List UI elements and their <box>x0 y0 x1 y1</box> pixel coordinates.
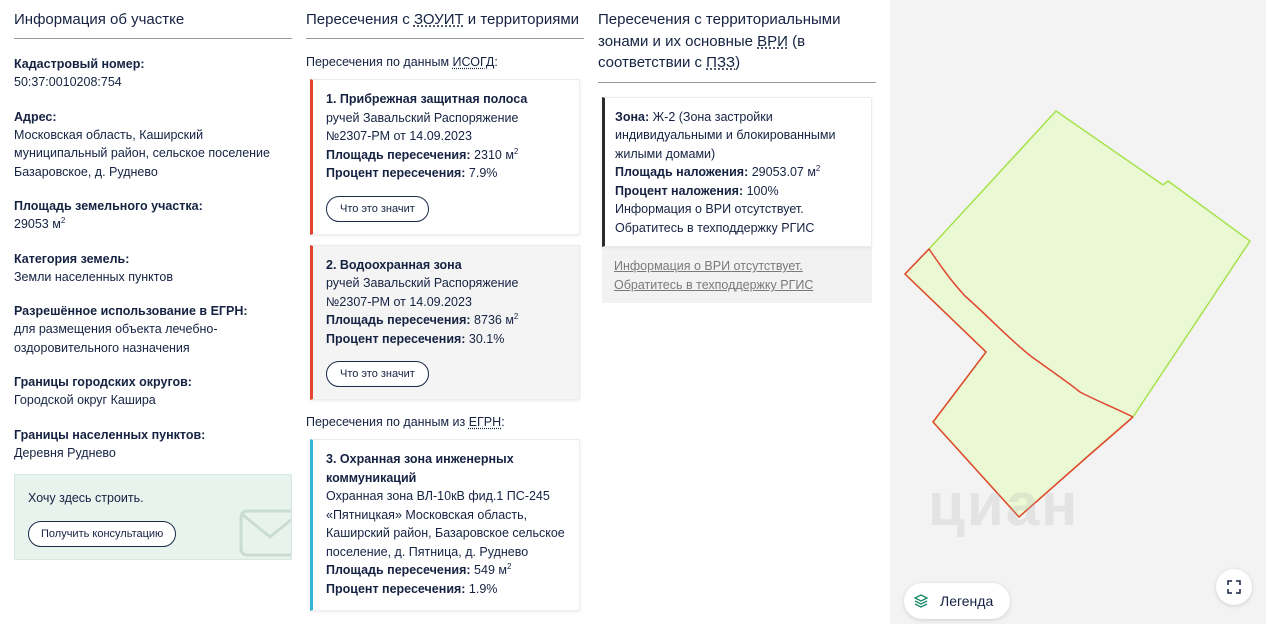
zone-name <box>615 108 859 164</box>
category-value: Земли населенных пунктов <box>14 269 173 284</box>
card-percent <box>326 330 567 349</box>
zone-area-value: 29053.07 м <box>748 165 816 179</box>
card-percent <box>326 164 567 183</box>
area-unit-sup: 2 <box>60 215 66 225</box>
city-district-value: Городской округ Кашира <box>14 393 156 407</box>
vri-support-link[interactable]: Информация о ВРИ отсутствует. Обратитесь в техподдержку РГИС <box>614 259 814 292</box>
intersection-card <box>310 245 580 401</box>
zone-area-label: Площадь наложения: <box>615 165 749 179</box>
expand-icon <box>1227 580 1241 594</box>
category-field <box>14 250 292 287</box>
card-percent-label: Процент пересечения: <box>326 581 466 596</box>
settlement-value: Деревня Руднево <box>14 445 116 460</box>
permitted-use-field <box>14 302 292 357</box>
right-edge-strip <box>1266 0 1280 624</box>
card-percent-value: 1.9% <box>465 581 498 596</box>
settlement-field <box>14 426 292 463</box>
isogd-suffix: : <box>494 55 498 69</box>
address-label: Адрес: <box>14 109 57 124</box>
plot-info-column <box>14 0 292 560</box>
area-field <box>14 197 292 234</box>
cadastral-value: 50:37:0010208:754 <box>14 75 122 89</box>
envelope-icon <box>239 509 292 557</box>
card-percent-value: 7.9% <box>465 166 498 180</box>
legend-label: Легенда <box>940 593 994 609</box>
zone-area <box>615 163 859 182</box>
cadastral-field <box>14 55 292 92</box>
card-area-sup: 2 <box>506 561 512 571</box>
permitted-use-value: для размещения объекта лечебно-оздоровительного назначения <box>14 322 218 355</box>
zone-area-sup: 2 <box>815 163 821 173</box>
what-it-means-button[interactable]: Что это значит <box>326 361 429 387</box>
address-field <box>14 108 292 182</box>
city-district-field <box>14 373 292 410</box>
zones-title <box>598 0 876 83</box>
card-area <box>326 561 567 580</box>
card-description: ручей Завальский Распоряжение №2307-РМ от 14.09.2023 <box>326 276 519 309</box>
card-area-label: Площадь пересечения: <box>326 147 471 162</box>
permitted-use-label: Разрешённое использование в ЕГРН: <box>14 304 248 318</box>
zouit-title-prefix: Пересечения с <box>306 11 414 28</box>
card-title: 1. Прибрежная защитная полоса <box>326 92 528 106</box>
card-percent-value: 30.1% <box>465 331 505 346</box>
area-label: Площадь земельного участка: <box>14 199 203 213</box>
zone-footer <box>602 247 872 303</box>
settlement-label: Границы населенных пунктов: <box>14 427 206 442</box>
card-area-label: Площадь пересечения: <box>326 563 471 577</box>
consultation-banner <box>14 474 292 560</box>
area-value: 29053 м <box>14 217 61 231</box>
cadastral-label: Кадастровый номер: <box>14 57 145 71</box>
zouit-title-suffix: и территориями <box>463 11 580 28</box>
card-title: 2. Водоохранная зона <box>326 257 462 272</box>
card-area-sup: 2 <box>513 146 519 156</box>
cian-watermark: циан <box>928 471 1080 538</box>
intersection-card <box>310 439 580 611</box>
zone-label: Зона: <box>615 109 650 124</box>
card-percent-label: Процент пересечения: <box>326 331 466 346</box>
area-value-row <box>14 215 292 234</box>
zone-info-text: Информация о ВРИ отсутствует. Обратитесь в техподдержку РГИС <box>615 202 815 235</box>
card-area-value: 8736 м <box>470 313 514 327</box>
plot-map[interactable] <box>890 0 1266 624</box>
intersection-card <box>310 79 580 235</box>
consultation-title: Хочу здесь строить. <box>28 491 144 505</box>
zone-card <box>602 97 872 248</box>
card-area <box>326 146 567 165</box>
zone-percent-value: 100% <box>743 183 779 198</box>
zouit-abbr[interactable]: ЗОУИТ <box>413 11 464 28</box>
card-percent-label: Процент пересечения: <box>326 166 466 180</box>
zone-percent <box>615 182 859 201</box>
fullscreen-button[interactable] <box>1216 569 1252 605</box>
zones-title-suffix: ) <box>735 54 741 71</box>
card-area <box>326 311 567 330</box>
plot-polygon[interactable] <box>905 111 1250 517</box>
zones-title-prefix: Пересечения с территориальными зонами и их основные <box>598 11 841 50</box>
egrn-suffix: : <box>501 415 505 429</box>
zouit-column <box>306 0 584 611</box>
what-it-means-button[interactable]: Что это значит <box>326 196 429 222</box>
pzz-abbr[interactable]: ПЗЗ <box>706 54 736 71</box>
plot-info-title: Информация об участке <box>14 0 292 39</box>
zone-percent-label: Процент наложения: <box>615 183 744 198</box>
egrn-prefix: Пересечения по данным из <box>306 415 469 429</box>
card-title: 3. Охранная зона инженерных коммуникаций <box>326 452 514 485</box>
card-percent <box>326 580 567 599</box>
egrn-abbr[interactable]: ЕГРН <box>468 415 502 429</box>
card-area-label: Площадь пересечения: <box>326 313 471 327</box>
get-consultation-button[interactable]: Получить консультацию <box>28 521 176 547</box>
isogd-prefix: Пересечения по данным <box>306 55 453 69</box>
legend-button[interactable] <box>904 583 1010 619</box>
zones-column <box>598 0 876 303</box>
card-description: Охранная зона ВЛ-10кВ фид.1 ПС-245 «Пятницкая» Московская область, Каширский район, Базаровское сельское поселение, д. Пятница, д. Руднево <box>326 489 565 559</box>
isogd-subheading <box>306 53 584 71</box>
card-description: ручей Завальский Распоряжение №2307-РМ от 14.09.2023 <box>326 110 519 143</box>
egrn-subheading <box>306 413 584 431</box>
card-area-value: 549 м <box>470 563 507 577</box>
zones-title-mid: (в соответствии с <box>598 32 806 71</box>
layers-icon <box>914 594 928 608</box>
card-area-sup: 2 <box>513 311 519 321</box>
zouit-title <box>306 0 584 39</box>
category-label: Категория земель: <box>14 251 130 266</box>
address-value: Московская область, Каширский муниципальный район, сельское поселение Базаровское, д. Руднево <box>14 127 270 179</box>
isogd-abbr[interactable]: ИСОГД <box>452 55 495 69</box>
city-district-label: Границы городских округов: <box>14 375 192 389</box>
zone-value: Ж-2 (Зона застройки индивидуальными и блокированными жилыми домами) <box>615 109 836 161</box>
vri-abbr[interactable]: ВРИ <box>757 32 788 50</box>
card-area-value: 2310 м <box>470 147 514 162</box>
